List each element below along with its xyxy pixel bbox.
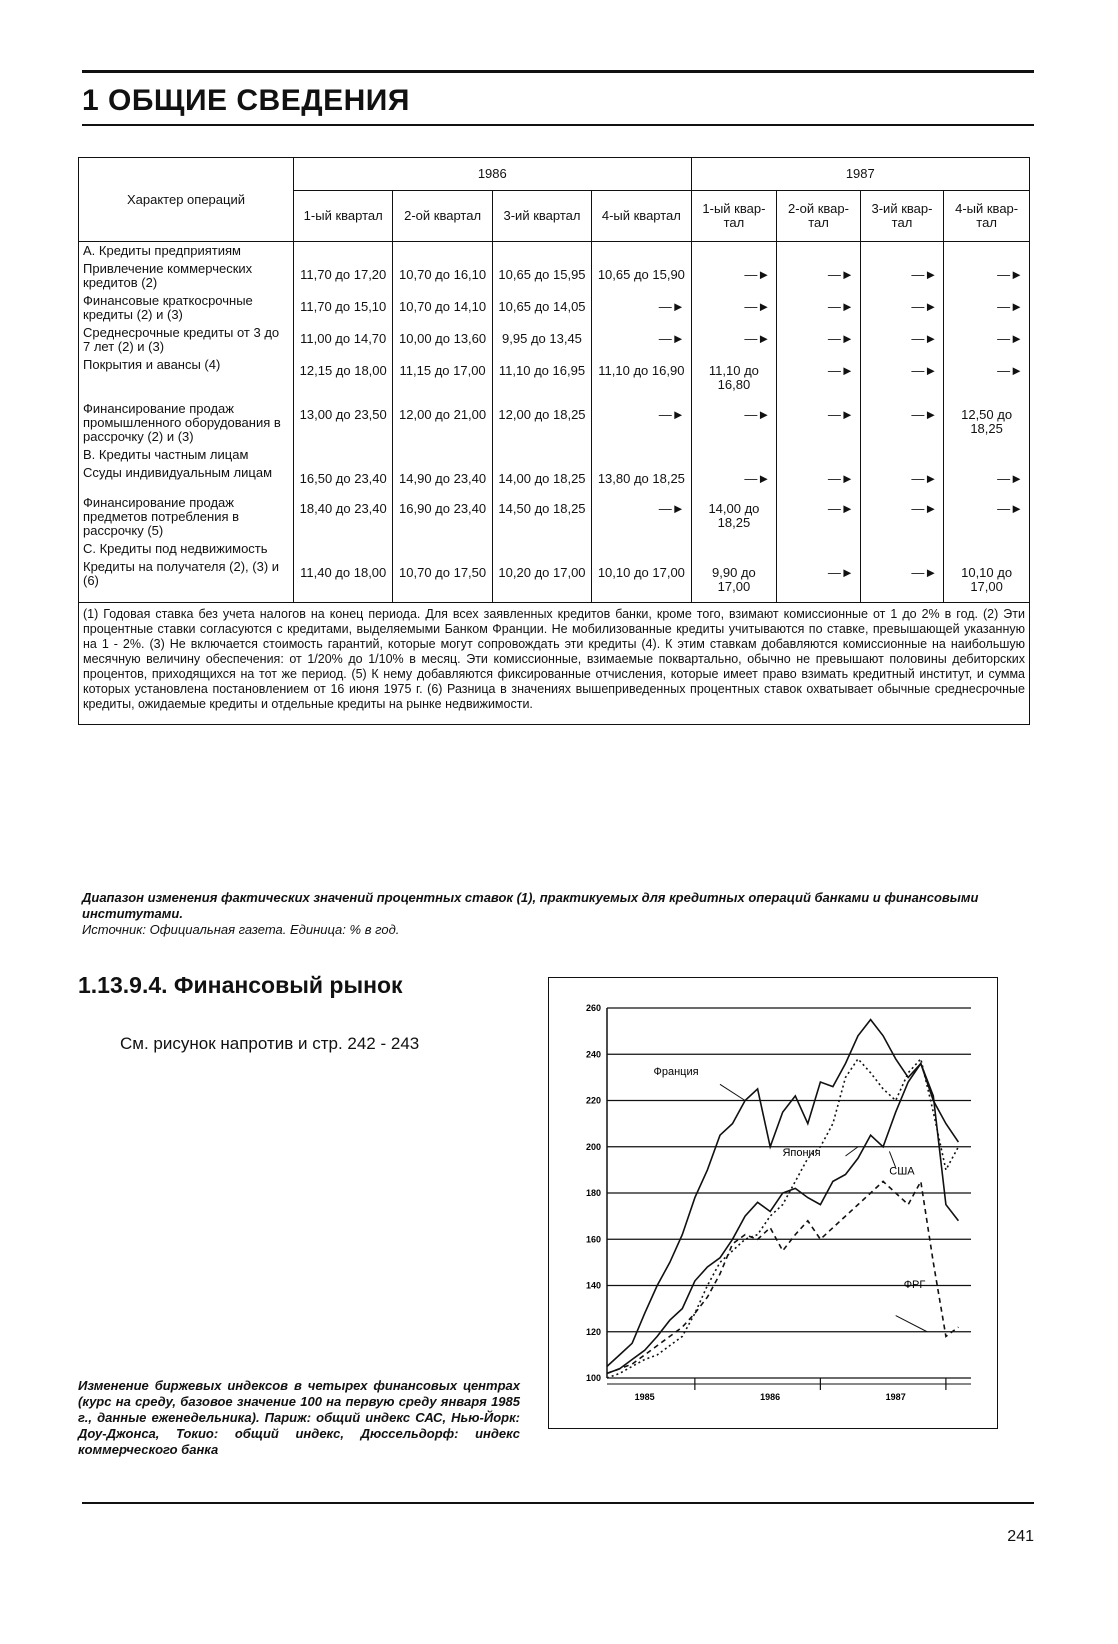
arrow-icon: —►	[944, 494, 1030, 540]
rate-cell: 10,70 до 14,10	[393, 292, 492, 324]
chart-svg	[549, 978, 997, 1428]
arrow-icon: —►	[944, 292, 1030, 324]
arrow-icon: —►	[592, 494, 691, 540]
rate-cell: 12,15 до 18,00	[294, 356, 393, 400]
notes-row	[79, 603, 1030, 725]
empty-cell	[944, 540, 1030, 558]
see-also-text: См. рисунок напротив и стр. 242 - 243	[120, 1034, 420, 1053]
rate-cell: 10,20 до 17,00	[492, 558, 591, 603]
operation-header: Характер операций	[79, 158, 294, 242]
arrow-icon: —►	[860, 494, 943, 540]
rate-cell: 14,00 до 18,25	[492, 464, 591, 494]
rate-cell: 14,00 до 18,25	[691, 494, 777, 540]
arrow-icon: —►	[944, 260, 1030, 292]
empty-cell	[860, 446, 943, 464]
y-tick-label: 120	[585, 1326, 601, 1337]
source-label: Источник:	[82, 922, 146, 937]
quarter-header: 3-ий квартал	[492, 191, 591, 242]
empty-cell	[393, 242, 492, 261]
quarter-header: 1-ый квартал	[294, 191, 393, 242]
arrow-icon: —►	[691, 464, 777, 494]
arrow-icon: —►	[777, 356, 860, 400]
arrow-icon: —►	[592, 292, 691, 324]
empty-cell	[592, 446, 691, 464]
rate-cell: 11,15 до 17,00	[393, 356, 492, 400]
arrow-icon: —►	[860, 260, 943, 292]
table-caption: Диапазон изменения фактических значений процентных ставок (1), практикуемых для кредитных операций банками и финансовыми институтами.	[82, 890, 979, 921]
arrow-icon: —►	[860, 464, 943, 494]
empty-cell	[777, 446, 860, 464]
arrow-icon: —►	[592, 400, 691, 446]
rate-cell: 10,00 до 13,60	[393, 324, 492, 356]
bottom-rule	[82, 1502, 1034, 1504]
arrow-icon: —►	[777, 260, 860, 292]
table-row	[79, 464, 1030, 494]
rate-cell: 12,50 до 18,25	[944, 400, 1030, 446]
empty-cell	[944, 242, 1030, 261]
arrow-icon: —►	[592, 324, 691, 356]
operation-label: Кредиты на получателя (2), (3) и (6)	[79, 558, 294, 603]
rate-cell: 10,65 до 14,05	[492, 292, 591, 324]
rate-cell: 12,00 до 21,00	[393, 400, 492, 446]
quarter-header: 4-ый квартал	[592, 191, 691, 242]
series-line	[607, 1181, 958, 1373]
unit-label: Единица:	[290, 922, 346, 937]
rate-cell: 10,10 до 17,00	[944, 558, 1030, 603]
arrow-icon: —►	[944, 356, 1030, 400]
y-tick-label: 260	[585, 1003, 601, 1013]
arrow-icon: —►	[777, 400, 860, 446]
year-1987-header: 1987	[691, 158, 1029, 191]
arrow-icon: —►	[777, 324, 860, 356]
quarter-header: 3-ий квар- тал	[860, 191, 943, 242]
rate-cell: 10,70 до 17,50	[393, 558, 492, 603]
y-tick-label: 100	[585, 1373, 601, 1383]
rate-cell: 13,00 до 23,50	[294, 400, 393, 446]
quarter-header: 1-ый квар- тал	[691, 191, 777, 242]
empty-cell	[492, 446, 591, 464]
title-underline	[82, 124, 1034, 126]
series-line	[607, 1064, 958, 1374]
rate-cell: 14,90 до 23,40	[393, 464, 492, 494]
year-1986-header: 1986	[294, 158, 692, 191]
arrow-icon: —►	[777, 558, 860, 603]
arrow-icon: —►	[860, 292, 943, 324]
x-tick-label: 1986	[760, 1392, 781, 1402]
category-label: С. Кредиты под недвижимость	[79, 540, 294, 558]
series-line	[607, 1059, 958, 1378]
category-row	[79, 446, 1030, 464]
arrow-icon: —►	[691, 260, 777, 292]
rate-cell: 11,10 до 16,95	[492, 356, 591, 400]
leader-line	[896, 1316, 927, 1332]
rate-cell: 13,80 до 18,25	[592, 464, 691, 494]
quarter-header: 2-ой квартал	[393, 191, 492, 242]
arrow-icon: —►	[777, 292, 860, 324]
rate-cell: 11,10 до 16,80	[691, 356, 777, 400]
empty-cell	[691, 446, 777, 464]
rate-cell: 10,65 до 15,90	[592, 260, 691, 292]
table-row	[79, 260, 1030, 292]
quarter-header: 2-ой квар- тал	[777, 191, 860, 242]
empty-cell	[691, 540, 777, 558]
arrow-icon: —►	[860, 558, 943, 603]
y-tick-label: 160	[585, 1234, 601, 1245]
operation-label: Финансирование продаж промышленного оборудования в рассрочку (2) и (3)	[79, 400, 294, 446]
arrow-icon: —►	[860, 324, 943, 356]
source-value: Официальная газета.	[146, 922, 290, 937]
operation-label: Привлечение коммерческих кредитов (2)	[79, 260, 294, 292]
empty-cell	[691, 242, 777, 261]
source-line	[82, 922, 399, 937]
empty-cell	[492, 540, 591, 558]
empty-cell	[592, 540, 691, 558]
empty-cell	[294, 242, 393, 261]
x-tick-label: 1985	[634, 1392, 655, 1402]
arrow-icon: —►	[777, 464, 860, 494]
stock-index-chart	[548, 977, 998, 1429]
category-row	[79, 242, 1030, 261]
rate-cell: 11,00 до 14,70	[294, 324, 393, 356]
rate-cell: 10,65 до 15,95	[492, 260, 591, 292]
category-label: А. Кредиты предприятиям	[79, 242, 294, 261]
operation-label: Среднесрочные кредиты от 3 до 7 лет (2) и (3)	[79, 324, 294, 356]
table-body	[79, 242, 1030, 725]
y-tick-label: 180	[585, 1188, 601, 1198]
category-label: В. Кредиты частным лицам	[79, 446, 294, 464]
rate-cell: 16,90 до 23,40	[393, 494, 492, 540]
arrow-icon: —►	[691, 292, 777, 324]
rate-cell: 9,90 до 17,00	[691, 558, 777, 603]
empty-cell	[944, 446, 1030, 464]
arrow-icon: —►	[691, 324, 777, 356]
operation-label: Финансовые краткосрочные кредиты (2) и (3)	[79, 292, 294, 324]
rate-cell: 11,10 до 16,90	[592, 356, 691, 400]
table-notes: (1) Годовая ставка без учета налогов на конец периода. Для всех заявленных кредитов банки, кроме того, взимают комиссионные от 1 до 2% в год. (2) Эти процентные ставки согласуются с кредитами, выделяемыми Банком Франции. Не мобилизованные кредиты учитываются по ставке, превышающей указанную на 1 - 2%. (3) Не включается стоимость гарантий, которые могут сопровождать эти кредиты (4). К этим ставкам добавляются комиссионные на наибольшую месячную величину обеспечения: от 1/20% до 1/10% в месяц. Эти комиссионные, взимаемые поквартально, обычно не превышают половины дебиторских процентов, приходящихся на тот же период. (5) К нему добавляются фиксированные отчисления, которые имеет право взимать кредитный институт, и сумма которых установлена постановлением от 16 июня 1975 г. (6) Разница в значениях вышеприведенных процентных ставок охватывает обычные среднесрочные кредиты, ожидаемые кредиты и отдельные кредиты на рынке недвижимости.	[79, 603, 1030, 725]
rate-cell: 18,40 до 23,40	[294, 494, 393, 540]
table-row	[79, 400, 1030, 446]
arrow-icon: —►	[944, 464, 1030, 494]
empty-cell	[393, 446, 492, 464]
rate-cell: 10,10 до 17,00	[592, 558, 691, 603]
top-rule	[82, 70, 1034, 73]
y-tick-label: 240	[585, 1049, 601, 1060]
leader-line	[845, 1147, 858, 1156]
arrow-icon: —►	[691, 400, 777, 446]
y-tick-label: 220	[585, 1095, 601, 1106]
arrow-icon: —►	[860, 400, 943, 446]
operation-label: Финансирование продаж предметов потребления в рассрочку (5)	[79, 494, 294, 540]
series-label: США	[889, 1165, 915, 1178]
empty-cell	[294, 446, 393, 464]
table-row	[79, 356, 1030, 400]
empty-cell	[492, 242, 591, 261]
quarter-header: 4-ый квар- тал	[944, 191, 1030, 242]
rate-cell: 10,70 до 16,10	[393, 260, 492, 292]
empty-cell	[860, 242, 943, 261]
y-tick-label: 140	[585, 1280, 601, 1291]
rate-cell: 16,50 до 23,40	[294, 464, 393, 494]
y-tick-label: 200	[585, 1141, 601, 1152]
rate-cell: 11,40 до 18,00	[294, 558, 393, 603]
arrow-icon: —►	[777, 494, 860, 540]
rate-cell: 12,00 до 18,25	[492, 400, 591, 446]
empty-cell	[592, 242, 691, 261]
sub-heading: 1.13.9.4. Финансовый рынок	[78, 972, 403, 998]
category-row	[79, 540, 1030, 558]
arrow-icon: —►	[860, 356, 943, 400]
empty-cell	[393, 540, 492, 558]
empty-cell	[777, 242, 860, 261]
x-tick-label: 1987	[885, 1392, 906, 1402]
empty-cell	[777, 540, 860, 558]
table-row	[79, 292, 1030, 324]
series-label: Франция	[653, 1066, 699, 1079]
empty-cell	[294, 540, 393, 558]
series-label: Япония	[782, 1147, 821, 1159]
rate-cell: 14,50 до 18,25	[492, 494, 591, 540]
section-title: 1 ОБЩИЕ СВЕДЕНИЯ	[82, 84, 410, 117]
arrow-icon: —►	[944, 324, 1030, 356]
rate-cell: 11,70 до 17,20	[294, 260, 393, 292]
table-row	[79, 324, 1030, 356]
table-row	[79, 494, 1030, 540]
interest-rates-table	[78, 157, 1030, 725]
empty-cell	[860, 540, 943, 558]
operation-label: Ссуды индивидуальным лицам	[79, 464, 294, 494]
rate-cell: 11,70 до 15,10	[294, 292, 393, 324]
operation-label: Покрытия и авансы (4)	[79, 356, 294, 400]
unit-value: % в год.	[345, 922, 400, 937]
table-row	[79, 558, 1030, 603]
series-label: ФРГ	[903, 1278, 926, 1291]
rate-cell: 9,95 до 13,45	[492, 324, 591, 356]
leader-line	[720, 1084, 745, 1100]
page-number: 241	[1007, 1528, 1034, 1545]
figure-caption: Изменение биржевых индексов в четырех финансовых центрах (курс на среду, базовое значение 100 на первую среду января 1985 г., данные еженедельника). Париж: общий индекс САС, Нью-Йорк: Доу-Джонса, Токио: общий индекс, Дюссельдорф: индекс коммерческого банка	[78, 1378, 520, 1457]
